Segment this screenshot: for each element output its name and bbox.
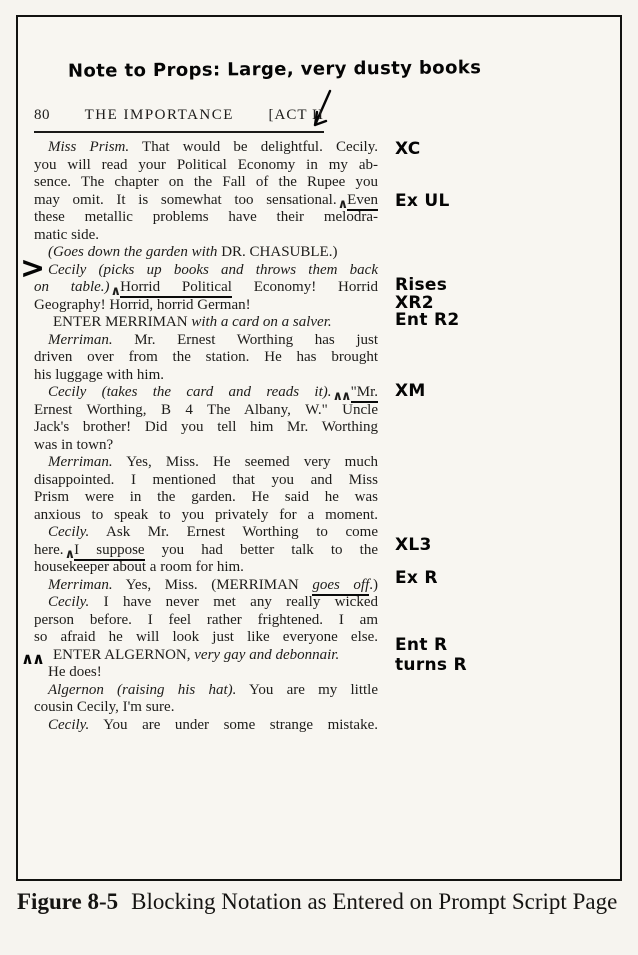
blocking-note: Ex R xyxy=(395,568,438,588)
script-line xyxy=(34,157,378,175)
text-segment: was in town? xyxy=(34,436,114,453)
script-line xyxy=(34,682,378,700)
insertion-caret-mark: ∧ xyxy=(337,196,347,212)
italic-text-segment: (Goes down the garden with xyxy=(48,244,222,260)
script-line xyxy=(34,209,378,227)
blocking-note: turns R xyxy=(395,655,467,675)
blocking-note: Ent R2 xyxy=(395,310,460,330)
text-segment: here. xyxy=(34,541,64,558)
script-line xyxy=(34,454,378,472)
script-line xyxy=(34,489,378,507)
script-line xyxy=(34,717,378,735)
text-segment: Mr. Ernest Worthing has just xyxy=(112,331,378,348)
text-segment: Geography! Horrid, horrid German! xyxy=(34,296,251,313)
italic-text-segment: Merriman. xyxy=(48,454,113,470)
script-line xyxy=(34,139,378,157)
pen-underlined-text: I suppose xyxy=(74,542,144,561)
script-line xyxy=(34,699,378,717)
text-segment: DR. CHASUBLE.) xyxy=(221,244,338,260)
attention-mark: ∧∧ xyxy=(21,649,43,668)
script-line xyxy=(34,507,378,525)
script-line xyxy=(34,192,378,210)
text-segment: Yes, Miss. He seemed very much xyxy=(112,454,378,470)
script-line xyxy=(34,437,378,455)
blocking-note: XM xyxy=(395,381,426,401)
script-line xyxy=(34,314,378,332)
blocking-note: XR2 xyxy=(395,293,434,313)
text-segment: ENTER ALGERNON, xyxy=(53,646,195,663)
script-line xyxy=(34,279,378,297)
script-line xyxy=(34,227,378,245)
script-line xyxy=(34,419,378,437)
blocking-note: Ent R xyxy=(395,635,448,655)
text-segment: I have never met any really wicked xyxy=(89,594,378,610)
italic-text-segment: very gay and debonnair. xyxy=(194,646,340,663)
figure-caption xyxy=(17,888,625,916)
attention-mark: > xyxy=(20,251,44,286)
italic-text-segment: with a card on a salver. xyxy=(191,314,332,330)
script-line xyxy=(34,629,378,647)
text-segment: disappointed. I mentioned that you and Miss xyxy=(34,471,378,488)
text-segment: Ask Mr. Ernest Worthing to come xyxy=(89,524,378,540)
script-line xyxy=(34,664,378,682)
blocking-note: Rises xyxy=(395,275,448,295)
insertion-caret-mark: ∧∧ xyxy=(332,389,350,404)
pen-underlined-text: "Mr. xyxy=(351,384,378,403)
text-segment: ENTER MERRIMAN xyxy=(53,314,192,330)
italic-text-segment: Merriman. xyxy=(48,576,113,593)
text-segment: housekeeper about a room for him. xyxy=(34,559,244,575)
script-line xyxy=(34,577,378,595)
script-line xyxy=(34,542,378,560)
text-segment: his luggage with him. xyxy=(34,366,164,383)
blocking-note: XL3 xyxy=(395,535,432,555)
script-line xyxy=(34,472,378,490)
italic-text-segment: on table.) xyxy=(34,279,110,295)
script-line xyxy=(34,559,378,577)
text-segment: That would be delightful. Cecily. xyxy=(129,139,378,155)
italic-text-segment: Cecily. xyxy=(48,716,90,733)
script-line xyxy=(34,262,378,280)
insertion-caret-mark: ∧ xyxy=(110,284,120,299)
pen-underlined-text: Horrid Political xyxy=(120,279,232,298)
prompt-script-page-frame xyxy=(16,15,622,881)
text-segment: You are my little xyxy=(236,681,378,698)
italic-text-segment: Cecily. xyxy=(48,524,90,540)
text-segment: these metallic problems have their melodra- xyxy=(34,209,378,225)
script-line xyxy=(34,384,378,402)
text-segment: Economy! Horrid xyxy=(231,279,378,295)
insertion-caret-mark: ∧ xyxy=(64,546,74,562)
text-segment: Prism were in the garden. He said he was xyxy=(34,489,378,505)
running-header xyxy=(34,107,324,133)
script-line xyxy=(34,174,378,192)
italic-text-segment: Algernon (raising his hat). xyxy=(48,681,237,698)
running-title: THE IMPORTANCE xyxy=(84,107,234,123)
blocking-note: Ex UL xyxy=(395,191,450,211)
text-segment: Yes, Miss. (MERRIMAN xyxy=(112,576,313,593)
script-line xyxy=(34,332,378,350)
text-segment: anxious to speak to you privately for a moment. xyxy=(34,506,378,523)
script-line xyxy=(34,594,378,612)
act-label: [ACT II xyxy=(268,107,324,123)
text-segment: person before. I feel rather frightened. I am xyxy=(34,611,378,628)
text-segment: Ernest Worthing, B 4 The Albany, W." Uncle xyxy=(34,401,378,418)
text-segment: you had better talk to the xyxy=(144,541,378,558)
script-line xyxy=(34,612,378,630)
figure-caption-text: Blocking Notation as Entered on Prompt Script Page xyxy=(131,889,618,914)
italic-text-segment: Miss Prism. xyxy=(48,139,130,155)
blocking-note: XC xyxy=(395,139,421,159)
script-line xyxy=(34,402,378,420)
script-line xyxy=(34,297,378,315)
pen-underlined-text: goes off xyxy=(312,577,369,596)
script-line xyxy=(34,349,378,367)
script-line xyxy=(34,244,378,262)
italic-text-segment: Cecily (picks up books and throws them back xyxy=(48,261,378,278)
page-number: 80 xyxy=(34,107,50,123)
text-segment: sence. The chapter on the Fall of the Rupee you xyxy=(34,174,378,190)
text-segment: Jack's brother! Did you tell him Mr. Worthing xyxy=(34,419,378,435)
handwritten-props-note: Note to Props: Large, very dusty books xyxy=(67,57,482,82)
text-segment: cousin Cecily, I'm sure. xyxy=(34,699,175,715)
script-line xyxy=(34,524,378,542)
text-segment: so afraid he will look just like everyone else. xyxy=(34,629,378,645)
italic-text-segment: Merriman. xyxy=(48,331,113,348)
text-segment: you will read your Political Economy in my ab- xyxy=(34,156,378,173)
script-text-column xyxy=(34,139,378,734)
italic-text-segment: Cecily. xyxy=(48,594,90,610)
figure-caption-label: Figure 8-5 xyxy=(17,889,119,914)
text-segment: may omit. It is somewhat too sensational. xyxy=(34,191,337,208)
script-line xyxy=(34,367,378,385)
text-segment: matic side. xyxy=(34,226,99,243)
italic-text-segment: Cecily (takes the card and reads it). xyxy=(48,384,332,400)
text-segment: driven over from the station. He has brought xyxy=(34,349,378,365)
text-segment: You are under some strange mistake. xyxy=(89,716,378,733)
pen-underlined-text: Even xyxy=(347,192,378,211)
script-line xyxy=(34,647,378,665)
text-segment: He does! xyxy=(48,664,102,680)
text-segment: .) xyxy=(369,576,378,593)
